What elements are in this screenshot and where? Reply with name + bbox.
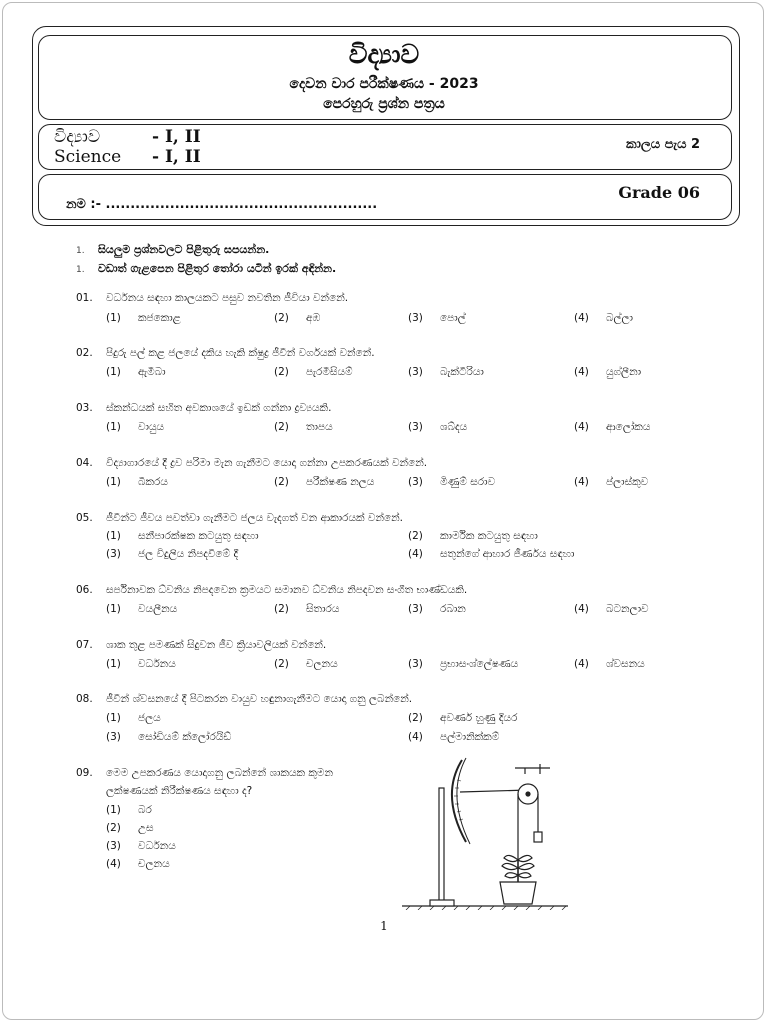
option-number: (4) — [574, 366, 589, 378]
option-number: (3) — [106, 840, 121, 852]
option-text: ප්‍රභාසංශ්ලේෂණය — [440, 658, 519, 670]
instruction-text: වඩාත් ගැළපෙන පිළිතුර තෝරා යටින් ඉරක් අඳින්න. — [98, 262, 337, 275]
question-text: විද්‍යාගාරයේ දී ද්‍රව පරිමා මැන ගැනීමට යොදා ගන්නා උපකරණයක් වන්නේ. — [106, 457, 428, 469]
option-text: ජලය — [138, 712, 161, 724]
auxanometer-figure — [400, 750, 570, 910]
option[interactable] — [274, 476, 374, 489]
option[interactable] — [274, 658, 338, 671]
option[interactable] — [408, 731, 499, 744]
option-number: (4) — [408, 548, 423, 560]
option-text: සෝඩියම් ක්ලෝරයිඩ් — [138, 731, 232, 743]
arc-scale-inner — [457, 758, 470, 844]
subject-english-code: - I, II — [152, 147, 201, 167]
leaf — [518, 873, 531, 878]
instruction-2 — [76, 262, 336, 276]
option-number: (1) — [106, 312, 121, 324]
option-number: (2) — [274, 421, 289, 433]
question-number: 01. — [76, 292, 93, 304]
option-number: (4) — [574, 658, 589, 670]
option[interactable] — [408, 421, 467, 434]
option-text: කාර්මික කටයුතු සඳහා — [440, 530, 538, 542]
option-text: බටනලාව — [606, 603, 649, 615]
question-number: 03. — [76, 402, 93, 414]
option-number: (2) — [274, 312, 289, 324]
option[interactable] — [408, 530, 538, 543]
option-number: (3) — [106, 548, 121, 560]
option[interactable] — [408, 366, 484, 379]
leaf — [518, 863, 534, 869]
option[interactable] — [106, 421, 164, 434]
option-number: (2) — [274, 658, 289, 670]
option[interactable] — [106, 712, 161, 725]
question-text: ස්කන්ධයක් සහිත අවකාශයේ ඉඩක් ගන්නා ද්‍රව්‍යයකි. — [106, 402, 332, 414]
option-text: පැරමීසියම් — [306, 366, 353, 378]
option-text: බල්ලා — [606, 312, 633, 324]
option-text: ශබ්දය — [440, 421, 468, 433]
question-text-continued: ලක්ෂණයක් නිරීක්ෂණය සඳහා ද? — [106, 785, 253, 797]
page-number: 1 — [380, 919, 388, 933]
option-text: කජකොළ — [138, 312, 181, 324]
option-text: සතුන්ගේ ආහාර ජීර්ණය සඳහා — [440, 548, 575, 560]
option[interactable] — [408, 712, 517, 725]
option-text: රබාන — [440, 603, 466, 615]
option-number: (3) — [408, 421, 423, 433]
option-text: චලනය — [306, 658, 338, 670]
option-number: (1) — [106, 366, 121, 378]
option-number: (1) — [106, 476, 121, 488]
option[interactable] — [574, 421, 650, 434]
option-number: (4) — [574, 421, 589, 433]
name-field[interactable]: නම :- ....................................................... — [66, 197, 378, 212]
option[interactable] — [574, 312, 633, 325]
option-text: වර්ධනය — [138, 658, 176, 670]
option-number: (2) — [274, 476, 289, 488]
question-text: ශාක තුළ පමණක් සිදුවන ජීව ක්‍රියාවලියක් වන්නේ. — [106, 639, 327, 651]
question-number: 02. — [76, 347, 93, 359]
option-number: (2) — [106, 822, 121, 834]
flower-pot — [500, 882, 536, 904]
page-title: විද්‍යාව — [348, 40, 420, 70]
option[interactable] — [106, 840, 176, 853]
option[interactable] — [408, 603, 466, 616]
option[interactable] — [106, 366, 166, 379]
option-number: (4) — [574, 476, 589, 488]
option-text: අවර්ණ හුණු දියර — [440, 712, 518, 724]
option-text: සිතාරය — [306, 603, 340, 615]
weight — [534, 832, 542, 842]
option[interactable] — [106, 804, 152, 817]
subject-sinhala — [54, 127, 201, 147]
option-text: යුග්ලීනා — [606, 366, 642, 378]
subject-sinhala-label: විද්‍යාව — [54, 127, 101, 147]
option-number: (3) — [408, 476, 423, 488]
option-text: චලනය — [138, 858, 170, 870]
option[interactable] — [106, 822, 154, 835]
option-text: අඹ — [306, 312, 321, 324]
exam-title: දෙවන වාර පරීක්ෂණය - 2023 — [289, 76, 479, 92]
subject-sinhala-code: - I, II — [152, 127, 201, 147]
option-text: බර — [138, 804, 152, 816]
stand-rod — [439, 788, 444, 904]
grade-label: Grade 06 — [618, 183, 700, 202]
option-text: පල්මානික්කම් — [440, 731, 500, 743]
option-text: පොල් — [440, 312, 466, 324]
option-number: (3) — [408, 603, 423, 615]
option-number: (3) — [408, 366, 423, 378]
option[interactable] — [106, 530, 259, 543]
option[interactable] — [574, 476, 648, 489]
option-number: (3) — [408, 312, 423, 324]
option-text: උස — [138, 822, 154, 834]
question-text: වර්ධනය සඳහා කාලයකට පසුව නවතින ජීවියා වන්නේ. — [106, 292, 349, 304]
option[interactable] — [106, 731, 231, 744]
option[interactable] — [574, 658, 645, 671]
option[interactable] — [274, 603, 339, 616]
option-text: වයලීනය — [138, 603, 178, 615]
option-text: මිණුම් සරාව — [440, 476, 496, 488]
option-number: (2) — [408, 530, 423, 542]
option-number: (1) — [106, 804, 121, 816]
leaf — [518, 855, 532, 861]
exam-duration: කාලය පැය 2 — [626, 137, 700, 152]
question-text: පිදුරු පල් කළ ජලයේ දකිය හැකි ක්ෂුද්‍ර ජීවීන් වර්ගයක් වන්නේ. — [106, 347, 375, 359]
option-text: ආලෝකය — [606, 421, 651, 433]
option-text: ඇමීබා — [138, 366, 166, 378]
option-number: (4) — [106, 858, 121, 870]
question-number: 05. — [76, 512, 93, 524]
option[interactable] — [106, 548, 238, 561]
option-number: (1) — [106, 603, 121, 615]
option[interactable] — [106, 603, 177, 616]
question-number: 06. — [76, 584, 93, 596]
question-text: සර්පිනාවක ධ්වනිය නිපදවෙන ක්‍රමයට සමානව ධ්වනිය නිපදවන සංගීත භාණ්ඩයකි. — [106, 584, 468, 596]
leaf — [502, 863, 518, 869]
question-number: 09. — [76, 767, 93, 779]
instruction-number: 1. — [76, 246, 85, 256]
option-number: (1) — [106, 712, 121, 724]
option[interactable] — [106, 476, 168, 489]
subject-english-label: Science — [54, 147, 122, 167]
option[interactable] — [274, 421, 333, 434]
option-number: (2) — [274, 366, 289, 378]
option-number: (4) — [574, 603, 589, 615]
leaf — [504, 855, 518, 861]
instruction-number: 1. — [76, 265, 85, 275]
option-number: (1) — [106, 421, 121, 433]
option-text: සනීපාරක්ෂක කටයුතු සඳහා — [138, 530, 259, 542]
question-number: 07. — [76, 639, 93, 651]
option-text: බැක්ටීරියා — [440, 366, 484, 378]
option[interactable] — [408, 312, 466, 325]
question-number: 04. — [76, 457, 93, 469]
option[interactable] — [106, 658, 176, 671]
option-number: (1) — [106, 530, 121, 542]
option[interactable] — [574, 603, 649, 616]
option-text: වායුය — [138, 421, 165, 433]
leaf — [505, 873, 518, 878]
question-text: ජීවීන්ට ජීවය පවත්වා ගැනීමට ජලය වැදගත් වන ආකාරයක් වන්නේ. — [106, 512, 403, 524]
option-number: (4) — [408, 731, 423, 743]
option-text: තාපය — [306, 421, 333, 433]
option-text: පරීක්ෂණ නලය — [306, 476, 375, 488]
option-text: ජල විදුලිය නිපදවීමේ දී — [138, 548, 239, 560]
option-number: (1) — [106, 658, 121, 670]
option-number: (2) — [408, 712, 423, 724]
question-text: ජීවීන් ශ්වසනයේ දී පිටකරන වායුව හඳුනාගැනීමට යොදා ගනු ලබන්නේ. — [106, 693, 413, 705]
option-number: (2) — [274, 603, 289, 615]
option-text: ශ්වසනය — [606, 658, 645, 670]
paper-title: පෙරහුරු ප්‍රශ්න පත්‍රය — [323, 96, 445, 112]
option-number: (3) — [408, 658, 423, 670]
option[interactable] — [106, 858, 170, 871]
option[interactable] — [274, 366, 353, 379]
instruction-text: සියලුම ප්‍රශ්නවලට පිළිතුරු සපයන්න. — [98, 243, 270, 256]
instruction-1 — [76, 243, 269, 257]
option[interactable] — [408, 548, 574, 561]
option[interactable] — [106, 312, 181, 325]
subject-english — [54, 147, 201, 167]
option[interactable] — [274, 312, 320, 325]
option-text: බීකරය — [138, 476, 168, 488]
stand-base — [430, 900, 454, 906]
option[interactable] — [408, 658, 518, 671]
option[interactable] — [408, 476, 495, 489]
question-text: මෙම උපකරණය යොදාගනු ලබන්නේ ශාකයක කුමන — [106, 767, 334, 779]
option-text: වර්ධනය — [138, 840, 176, 852]
option[interactable] — [574, 366, 641, 379]
option-text: ප්ලාස්කුව — [606, 476, 649, 488]
question-number: 08. — [76, 693, 93, 705]
option-number: (3) — [106, 731, 121, 743]
option-number: (4) — [574, 312, 589, 324]
